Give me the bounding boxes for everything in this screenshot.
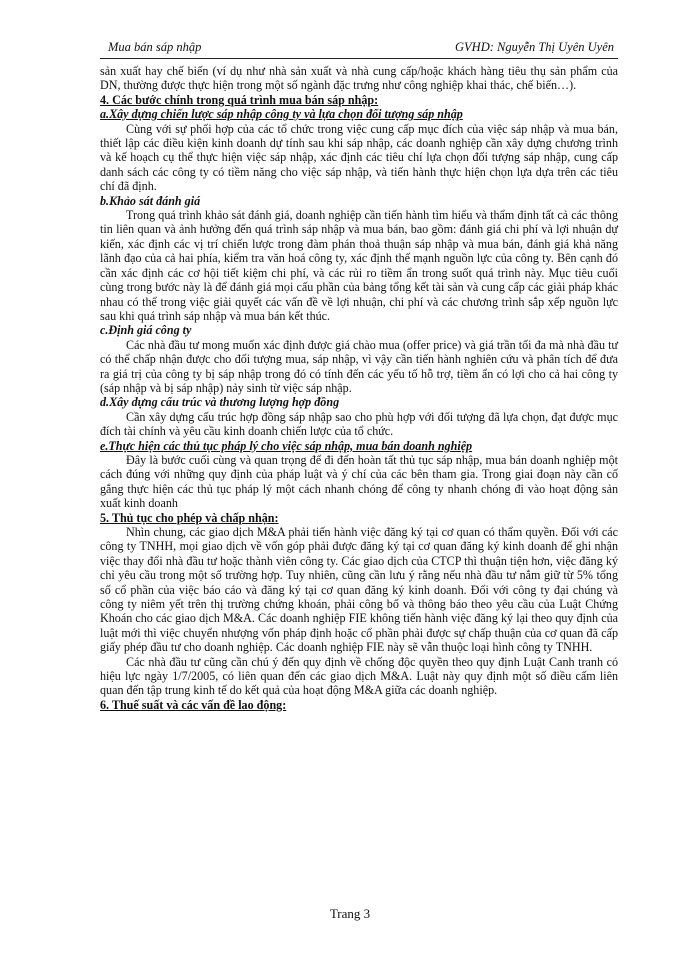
step-b-heading: b.Khảo sát đánh giá [100,193,201,208]
header-title: Mua bán sáp nhập [108,40,202,54]
step-d-paragraph: Cần xây dựng cấu trúc hợp đồng sáp nhập sao cho phù hợp với đối tượng đã lựa chọn, đạt được mục đích tài chính và yêu cầu kinh doanh chiến lược của tổ chức. [100,409,618,439]
section-4-heading: 4. Các bước chính trong quá trình mua bán sáp nhập: [100,92,379,107]
section-5-paragraph-1: Nhìn chung, các giao dịch M&A phải tiến hành việc đăng ký tại cơ quan có thẩm quyền. Đối với các công ty TNHH, mọi giao dịch về vốn góp phải được đăng ký tại cơ quan đăng ký kinh doanh để ghi nhận việc thay đổi nhà đầu tư hoặc thành viên công ty. Các giao dịch của CTCP thì thuận tiện hơn, việc đăng ký chỉ yêu cầu trong một số trường hợp. Tuy nhiên, cũng cần lưu ý rằng nếu nhà đầu tư nắm giữ từ 5% tổng số cổ phần của việc báo cáo và đăng ký tại cơ quan đăng ký kinh doanh. Đối với công ty đại chúng và công ty niêm yết trên thị trường chứng khoán, phải công bố và thông báo theo yêu cầu của Luật Chứng Khoán cho các giao dịch M&A. Các doanh nghiệp FIE không tiến hành việc đăng ký lại theo quy định của luật mới thì việc chuyển nhượng vốn pháp định hoặc cổ phần phải được sự chấp thuận của cơ quan đã cấp giấy phép đầu tư cho doanh nghiệp. Các doanh nghiệp FIE này sẽ vẫn thuộc loại hình công ty TNHH. [100,525,618,655]
page-body [100,64,618,712]
step-d-heading: d.Xây dựng cấu trúc và thương lượng hợp đồng [100,395,340,410]
section-5-paragraph-2: Các nhà đầu tư cũng cần chú ý đến quy định về chống độc quyền theo quy định Luật Canh tranh có hiệu lực ngày 1/7/2005, có liên quan đến các giao dịch M&A. Luật này quy định một số điều cấm liên quan đến tập trung kinh tế do kết quả của hoạt động M&A giữa các doanh nghiệp. [100,654,618,698]
step-b-paragraph: Trong quá trình khảo sát đánh giá, doanh nghiệp cần tiến hành tìm hiểu và thẩm định tất cả các thông tin liên quan và ảnh hưởng đến quá trình sáp nhập và mua bán, bao gồm: đánh giá chi phí và lợi nhuận dự kiến, xác định các vị trí chiến lược trong đàm phán thoả thuận sáp nhập và mua bán, đánh giá khả năng lãnh đạo của cả hai phía, kiểm tra văn hoá công ty, xác định thế mạnh nguồn lực của công ty. Bên cạnh đó cần xác định các cơ hội tiết kiệm chi phí, và các rủi ro tiềm ẩn trong suốt quá trình này. Mục tiêu cuối cùng trong bước này là để đánh giá mọi cấu phần của bảng tổng kết tài sản và cung cấp các giải pháp khác nhau có thể trong việc giải quyết các vấn đề về lợi nhuận, chi phí và các chương trình sắp xếp nguồn lực sau khi quá trình sáp nhập và mua bán kết thúc. [100,208,618,323]
step-c-heading: c.Định giá công ty [100,323,192,338]
step-c-paragraph: Các nhà đầu tư mong muốn xác định được giá chào mua (offer price) và giá trần tối đa mà nhà đầu tư có thể chấp nhận được cho đối tượng mua, sáp nhập, vì vậy cần tiến hành nghiên cứu và phân tích để đưa ra giá trị của công ty bị sáp nhập trong đó có tính đến các yếu tố hỗ trợ, tiềm ẩn có lợi cho cả hai công ty (sáp nhập và bị sáp nhập) nảy sinh từ việc sáp nhập. [100,337,618,395]
page-header [100,38,618,59]
step-e-paragraph: Đây là bước cuối cùng và quan trọng để đi đến hoàn tất thủ tục sáp nhập, mua bán doanh nghiệp một cách đúng với những quy định của pháp luật và ý chí của các bên tham gia. Trong giai đoạn này cần cố gắng thực hiện các thủ tục pháp lý một cách nhanh chóng để công ty nhanh chóng đi vào hoạt động sản xuất kinh doanh [100,452,618,511]
step-a-heading: a.Xây dựng chiến lược sáp nhập công ty và lựa chọn đối tượng sáp nhập [100,107,463,122]
intro-paragraph: sản xuất hay chế biến (ví dụ như nhà sản xuất và nhà cung cấp/hoặc khách hàng tiêu thụ sản phẩm của DN, thường được thực hiện trong một số ngành đặc trưng như công nghiệp khai thác, chế biến…). [100,64,618,93]
step-e-heading: e.Thực hiện các thủ tục pháp lý cho việc sáp nhập, mua bán doanh nghiệp [100,438,473,453]
section-5-heading: 5. Thủ tục cho phép và chấp nhận: [100,510,279,525]
section-6-heading: 6. Thuế suất và các vấn đề lao động: [100,697,287,712]
page-number: Trang 3 [329,906,371,921]
header-instructor: GVHD: Nguyễn Thị Uyên Uyên [455,40,614,54]
step-a-paragraph: Cùng với sự phối hợp của các tổ chức trong việc cung cấp mục đích của việc sáp nhập và mua bán, thiết lập các điều kiện kinh doanh dự tính sau khi sáp nhập, các doanh nghiệp cần xây dựng chương trình và kế hoạch cụ thể thực hiện việc sáp nhập, xác định các tiêu chí lựa chọn đối tượng sáp nhập, cung cấp danh sách các công ty có tiềm năng cho việc sáp nhập, và tiến hành thực hiện chọn lựa dựa trên các tiêu chí đã định. [100,121,618,194]
